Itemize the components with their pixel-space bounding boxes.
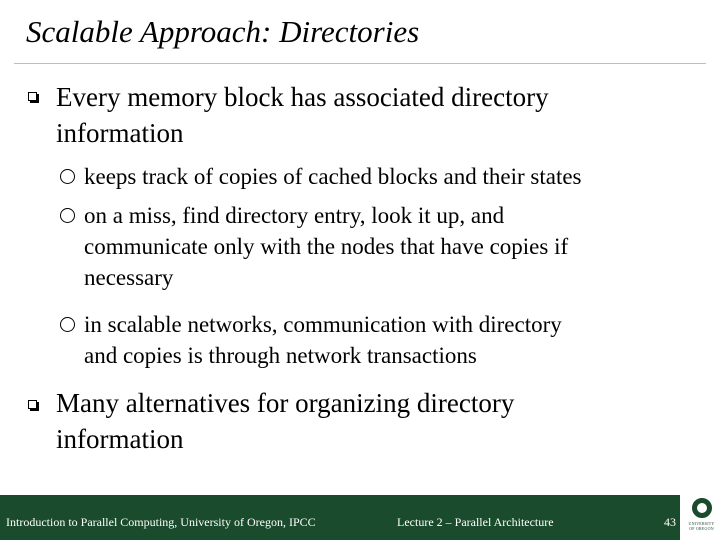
hollow-circle-bullet-icon xyxy=(60,169,75,184)
sub-bullet-1-2: on a miss, find directory entry, look it up, and communicate only with the nodes that have copies if necessary xyxy=(84,203,569,290)
oregon-o-logo-icon xyxy=(683,495,720,540)
footer-lecture: Lecture 2 – Parallel Architecture xyxy=(397,515,554,529)
slide-title: Scalable Approach: Directories xyxy=(26,14,420,49)
footer-course: Introduction to Parallel Computing, University of Oregon, IPCC xyxy=(6,515,316,529)
title-divider xyxy=(14,63,706,64)
hollow-square-bullet-icon xyxy=(28,92,37,101)
sub-bullet-1-3: in scalable networks, communication with directory and copies is through network transactions xyxy=(84,312,562,368)
sub-bullet-1-1: keeps track of copies of cached blocks and their states xyxy=(84,164,582,189)
hollow-square-bullet-icon xyxy=(28,400,37,409)
hollow-circle-bullet-icon xyxy=(60,317,75,332)
hollow-circle-bullet-icon xyxy=(60,208,75,223)
logo-wordmark: UNIVERSITY OF OREGON xyxy=(688,521,715,531)
bullet-2-text: Many alternatives for organizing directory information xyxy=(56,388,515,454)
page-number: 43 xyxy=(664,515,676,529)
logo-o-ring xyxy=(692,498,712,518)
footer-bar xyxy=(0,495,680,540)
bullet-1-text: Every memory block has associated directory information xyxy=(56,82,549,148)
